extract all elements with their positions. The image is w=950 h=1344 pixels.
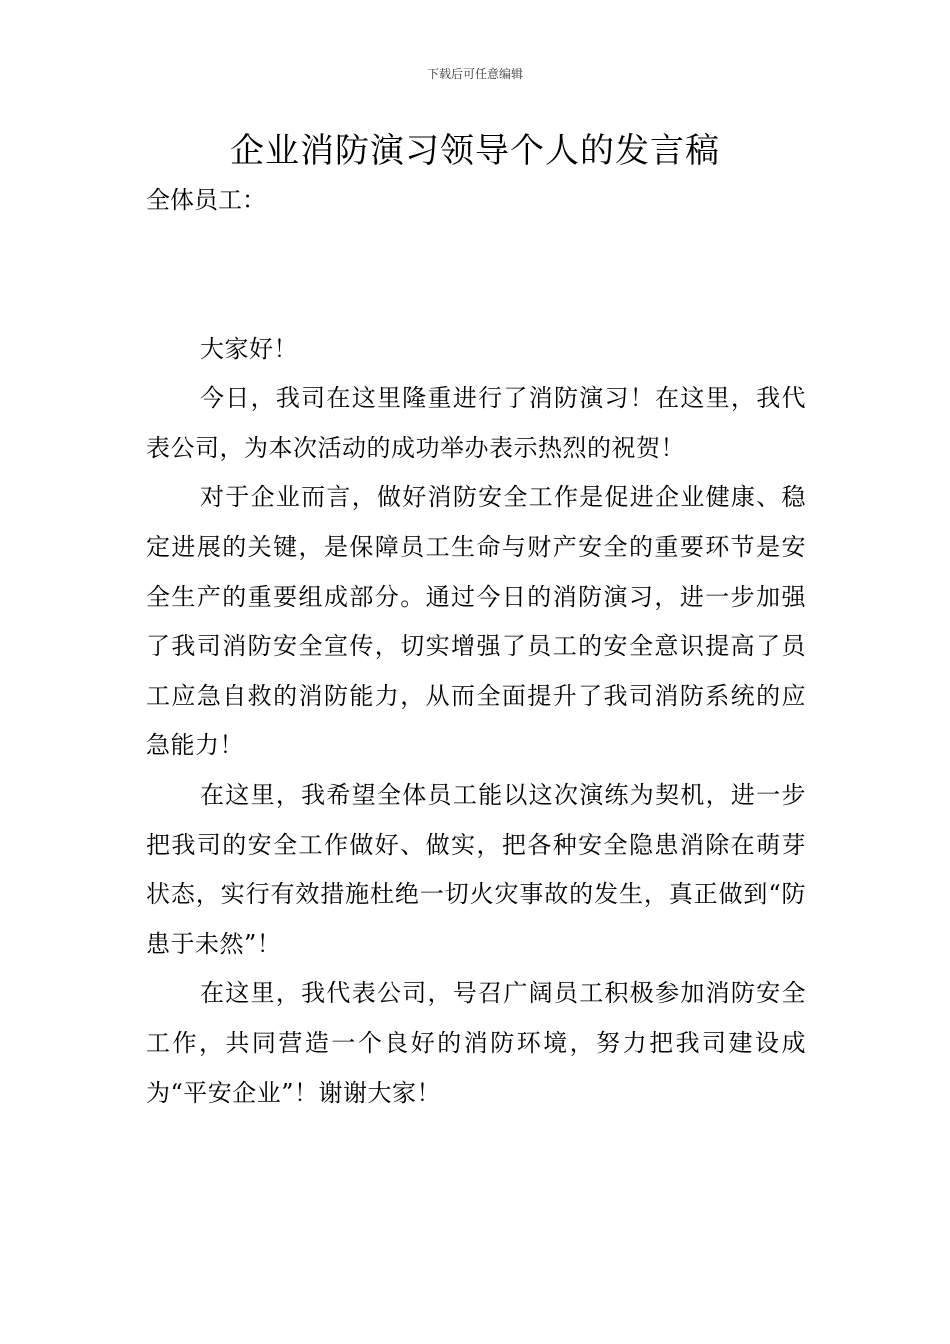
salutation: 全体员工：: [146, 186, 266, 214]
paragraph-importance: 对于企业而言，做好消防安全工作是促进企业健康、稳定进展的关键，是保障员工生命与财产安全的重要环节是安全生产的重要组成部分。通过今日的消防演习，进一步加强了我司消防安全宣传，切实增强了员工的安全意识提高了员工应急自救的消防能力，从而全面提升了我司消防系统的应急能力！: [146, 483, 806, 760]
document-body: [146, 176, 806, 1118]
header-note: 下载后可任意编辑: [426, 67, 523, 81]
paragraph-closing: 在这里，我代表公司，号召广阔员工积极参加消防安全工作，共同营造一个良好的消防环境，努力把我司建设成为“平安企业”！谢谢大家！: [146, 979, 806, 1107]
greeting-paragraph: 大家好！: [200, 334, 298, 363]
paragraph-hope: 在这里，我希望全体员工能以这次演练为契机，进一步把我司的安全工作做好、做实，把各种安全隐患消除在萌芽状态，实行有效措施杜绝一切火灾事故的发生，真正做到“防患于未然”！: [146, 780, 806, 958]
document-title: 企业消防演习领导个人的发言稿: [230, 131, 720, 171]
blank-line: [146, 226, 806, 325]
paragraph-opening: 今日，我司在这里隆重进行了消防演习！在这里，我代表公司，为本次活动的成功举办表示热烈的祝贺！: [146, 384, 806, 462]
